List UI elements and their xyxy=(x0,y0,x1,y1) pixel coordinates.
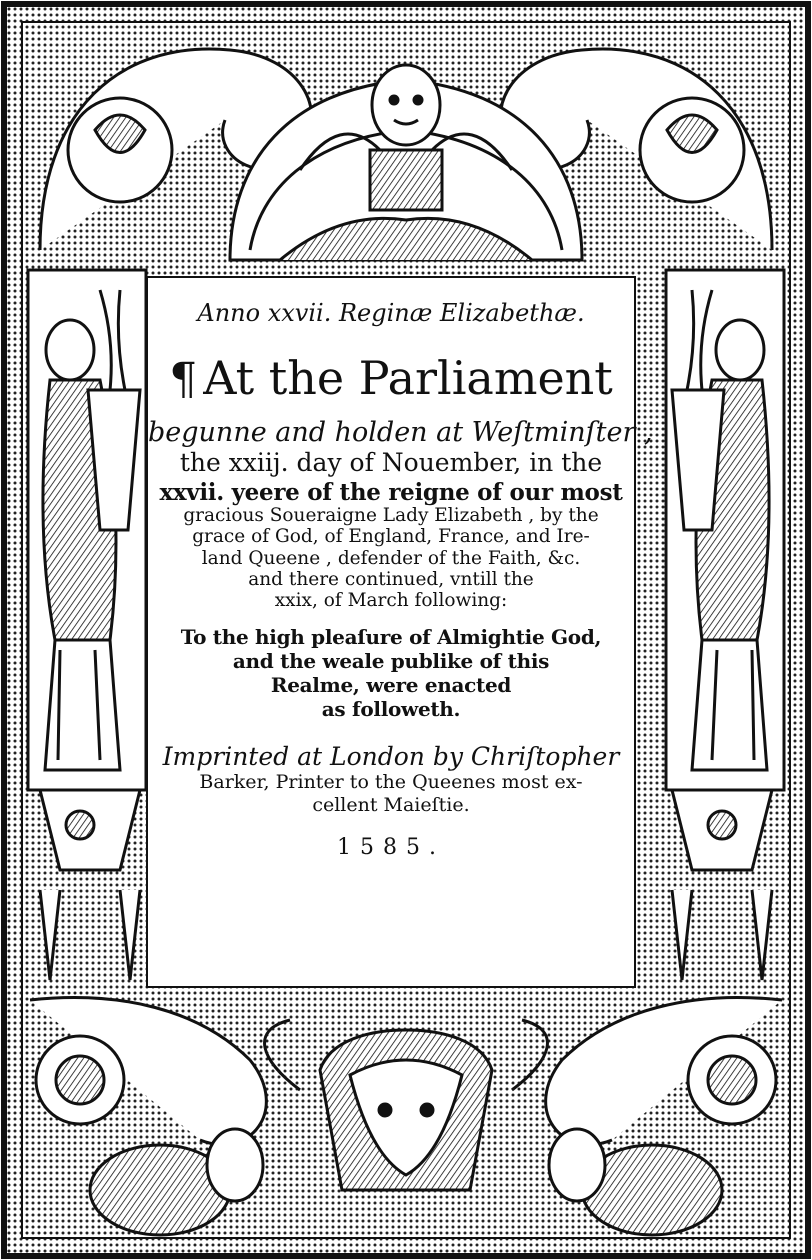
pilcrow: ¶ xyxy=(169,353,198,405)
imprint-line: Barker, Printer to the Queenes most ex- xyxy=(199,770,583,793)
text-line: gracious Soueraigne Lady Elizabeth , by the xyxy=(183,505,599,527)
text-line: begunne and holden at Weſtminſter , xyxy=(148,417,653,449)
imprint-line: Imprinted at London by Chriſtopher xyxy=(162,741,620,771)
page-title: At the Parliament xyxy=(203,350,613,405)
text-line: grace of God, of England, France, and Ire- xyxy=(192,526,590,548)
blackletter-line: and the weale publike of this xyxy=(232,648,550,673)
blackletter-line: xxvii. yeere of the reigne of our most xyxy=(159,478,623,506)
blackletter-line: as followeth. xyxy=(321,696,461,721)
right-figure xyxy=(666,270,784,790)
text-line: the xxiij. day of Nouember, in the xyxy=(179,447,603,477)
imprint-year: 1585. xyxy=(337,835,445,861)
title-plate xyxy=(146,276,653,988)
text-line: land Queene , defender of the Faith, &c. xyxy=(201,547,581,569)
imprint-line: cellent Maieſtie. xyxy=(312,793,470,816)
blackletter-line: Realme, were enacted xyxy=(270,672,512,697)
regnal-year-line: Anno xxvii. Reginæ Elizabethæ. xyxy=(197,299,585,327)
title-line xyxy=(148,350,634,405)
left-figure xyxy=(28,270,146,790)
blackletter-line: To the high pleaſure of Almightie God, xyxy=(180,624,602,649)
text-line: xxix, of March following: xyxy=(274,589,508,611)
text-line: and there continued, vntill the xyxy=(248,568,534,590)
